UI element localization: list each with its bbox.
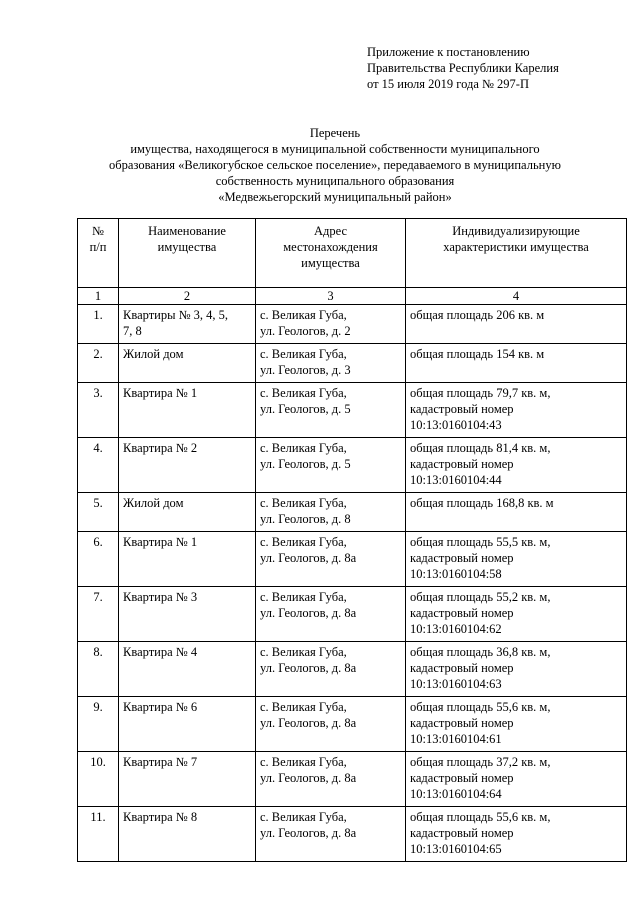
header-name: Наименование имущества [119, 219, 256, 288]
property-characteristics-line: общая площадь 55,2 кв. м, [410, 590, 551, 604]
table-row [78, 305, 627, 344]
property-address-line: ул. Геологов, д. 2 [260, 324, 351, 338]
property-address [256, 305, 406, 344]
property-characteristics [406, 807, 627, 862]
property-address [256, 642, 406, 697]
property-address-line: с. Великая Губа, [260, 645, 347, 659]
property-characteristics-line: 10:13:0160104:65 [410, 842, 502, 856]
property-address-line: ул. Геологов, д. 8а [260, 661, 357, 675]
property-name-line: Квартира № 7 [123, 755, 198, 769]
property-name-line: Квартира № 6 [123, 700, 198, 714]
table-row [78, 344, 627, 383]
column-number: 1 [78, 288, 119, 305]
column-number: 2 [119, 288, 256, 305]
property-name-line: Жилой дом [123, 347, 184, 361]
document-title [70, 125, 600, 205]
property-address-line: ул. Геологов, д. 8а [260, 606, 357, 620]
property-address-line: с. Великая Губа, [260, 347, 347, 361]
property-address [256, 532, 406, 587]
row-number: 3. [78, 383, 119, 438]
property-characteristics-line: 10:13:0160104:62 [410, 622, 502, 636]
property-address [256, 344, 406, 383]
property-address-line: ул. Геологов, д. 5 [260, 457, 351, 471]
property-characteristics-line: кадастровый номер [410, 457, 514, 471]
property-address-line: ул. Геологов, д. 5 [260, 402, 351, 416]
property-characteristics-line: кадастровый номер [410, 661, 514, 675]
property-address [256, 493, 406, 532]
row-number: 7. [78, 587, 119, 642]
property-name-line: 7, 8 [123, 324, 142, 338]
header-num: № п/п [78, 219, 119, 288]
row-number: 5. [78, 493, 119, 532]
row-number: 4. [78, 438, 119, 493]
title-line: Перечень [309, 126, 361, 140]
property-characteristics [406, 587, 627, 642]
title-line: «Медвежьегорский муниципальный район» [218, 190, 452, 204]
property-characteristics-line: общая площадь 168,8 кв. м [410, 496, 554, 510]
property-table [77, 218, 627, 862]
property-address-line: ул. Геологов, д. 3 [260, 363, 351, 377]
property-characteristics [406, 642, 627, 697]
property-name [119, 807, 256, 862]
property-address-line: с. Великая Губа, [260, 535, 347, 549]
appendix-line: Правительства Республики Карелия [367, 61, 559, 75]
property-characteristics-line: 10:13:0160104:64 [410, 787, 502, 801]
property-characteristics [406, 752, 627, 807]
property-characteristics-line: кадастровый номер [410, 606, 514, 620]
table-row [78, 752, 627, 807]
property-characteristics-line: общая площадь 206 кв. м [410, 308, 545, 322]
table-header-row [78, 219, 627, 288]
row-number: 9. [78, 697, 119, 752]
property-name-line: Квартира № 1 [123, 386, 198, 400]
property-address-line: ул. Геологов, д. 8 [260, 512, 351, 526]
property-characteristics-line: общая площадь 36,8 кв. м, [410, 645, 551, 659]
property-address [256, 807, 406, 862]
property-characteristics-line: общая площадь 55,6 кв. м, [410, 810, 551, 824]
property-name-line: Квартиры № 3, 4, 5, [123, 308, 229, 322]
property-characteristics-line: кадастровый номер [410, 826, 514, 840]
row-number: 1. [78, 305, 119, 344]
property-characteristics-line: общая площадь 154 кв. м [410, 347, 545, 361]
property-characteristics-line: кадастровый номер [410, 716, 514, 730]
property-characteristics-line: кадастровый номер [410, 771, 514, 785]
property-address-line: ул. Геологов, д. 8а [260, 771, 357, 785]
table-row [78, 807, 627, 862]
title-line: образования «Великогубское сельское поселение», передаваемого в муниципальную [109, 158, 561, 172]
property-characteristics [406, 344, 627, 383]
row-number: 8. [78, 642, 119, 697]
property-name [119, 587, 256, 642]
row-number: 11. [78, 807, 119, 862]
property-characteristics-line: общая площадь 55,5 кв. м, [410, 535, 551, 549]
property-characteristics-line: 10:13:0160104:63 [410, 677, 502, 691]
table-row [78, 642, 627, 697]
property-name [119, 305, 256, 344]
property-name [119, 493, 256, 532]
property-name [119, 642, 256, 697]
property-characteristics [406, 305, 627, 344]
header-characteristics: Индивидуализирующие характеристики имущества [406, 219, 627, 288]
property-address-line: с. Великая Губа, [260, 496, 347, 510]
property-address-line: с. Великая Губа, [260, 810, 347, 824]
property-address-line: ул. Геологов, д. 8а [260, 716, 357, 730]
property-address [256, 587, 406, 642]
property-characteristics-line: общая площадь 81,4 кв. м, [410, 441, 551, 455]
table-row [78, 438, 627, 493]
table-row [78, 587, 627, 642]
property-characteristics-line: 10:13:0160104:61 [410, 732, 502, 746]
appendix-note [367, 44, 632, 92]
property-characteristics-line: общая площадь 79,7 кв. м, [410, 386, 551, 400]
property-name [119, 532, 256, 587]
row-number: 10. [78, 752, 119, 807]
row-number: 6. [78, 532, 119, 587]
title-line: собственность муниципального образования [215, 174, 455, 188]
property-name [119, 438, 256, 493]
property-characteristics [406, 383, 627, 438]
property-address-line: ул. Геологов, д. 8а [260, 826, 357, 840]
column-number: 4 [406, 288, 627, 305]
column-numbers-row [78, 288, 627, 305]
property-name-line: Квартира № 1 [123, 535, 198, 549]
property-name [119, 697, 256, 752]
property-name-line: Квартира № 3 [123, 590, 198, 604]
appendix-line: Приложение к постановлению [367, 45, 530, 59]
property-address [256, 697, 406, 752]
property-name [119, 344, 256, 383]
property-characteristics-line: кадастровый номер [410, 402, 514, 416]
property-name-line: Квартира № 2 [123, 441, 198, 455]
property-name-line: Квартира № 4 [123, 645, 198, 659]
property-address-line: с. Великая Губа, [260, 308, 347, 322]
property-characteristics-line: кадастровый номер [410, 551, 514, 565]
appendix-line: от 15 июля 2019 года № 297-П [367, 77, 529, 91]
property-address [256, 752, 406, 807]
table-row [78, 532, 627, 587]
table-row [78, 493, 627, 532]
title-line: имущества, находящегося в муниципальной собственности муниципального [130, 142, 540, 156]
property-address [256, 383, 406, 438]
property-characteristics-line: 10:13:0160104:58 [410, 567, 502, 581]
property-address-line: с. Великая Губа, [260, 441, 347, 455]
property-characteristics [406, 493, 627, 532]
property-characteristics [406, 438, 627, 493]
property-address-line: с. Великая Губа, [260, 590, 347, 604]
property-address-line: с. Великая Губа, [260, 755, 347, 769]
property-characteristics [406, 532, 627, 587]
property-name-line: Квартира № 8 [123, 810, 198, 824]
property-characteristics-line: 10:13:0160104:43 [410, 418, 502, 432]
property-address-line: ул. Геологов, д. 8а [260, 551, 357, 565]
property-address-line: с. Великая Губа, [260, 700, 347, 714]
row-number: 2. [78, 344, 119, 383]
header-address: Адрес местонахождения имущества [256, 219, 406, 288]
table-row [78, 697, 627, 752]
column-number: 3 [256, 288, 406, 305]
property-characteristics-line: общая площадь 55,6 кв. м, [410, 700, 551, 714]
property-address [256, 438, 406, 493]
property-name [119, 752, 256, 807]
property-characteristics [406, 697, 627, 752]
property-characteristics-line: 10:13:0160104:44 [410, 473, 502, 487]
property-characteristics-line: общая площадь 37,2 кв. м, [410, 755, 551, 769]
property-address-line: с. Великая Губа, [260, 386, 347, 400]
table-row [78, 383, 627, 438]
property-name [119, 383, 256, 438]
property-name-line: Жилой дом [123, 496, 184, 510]
